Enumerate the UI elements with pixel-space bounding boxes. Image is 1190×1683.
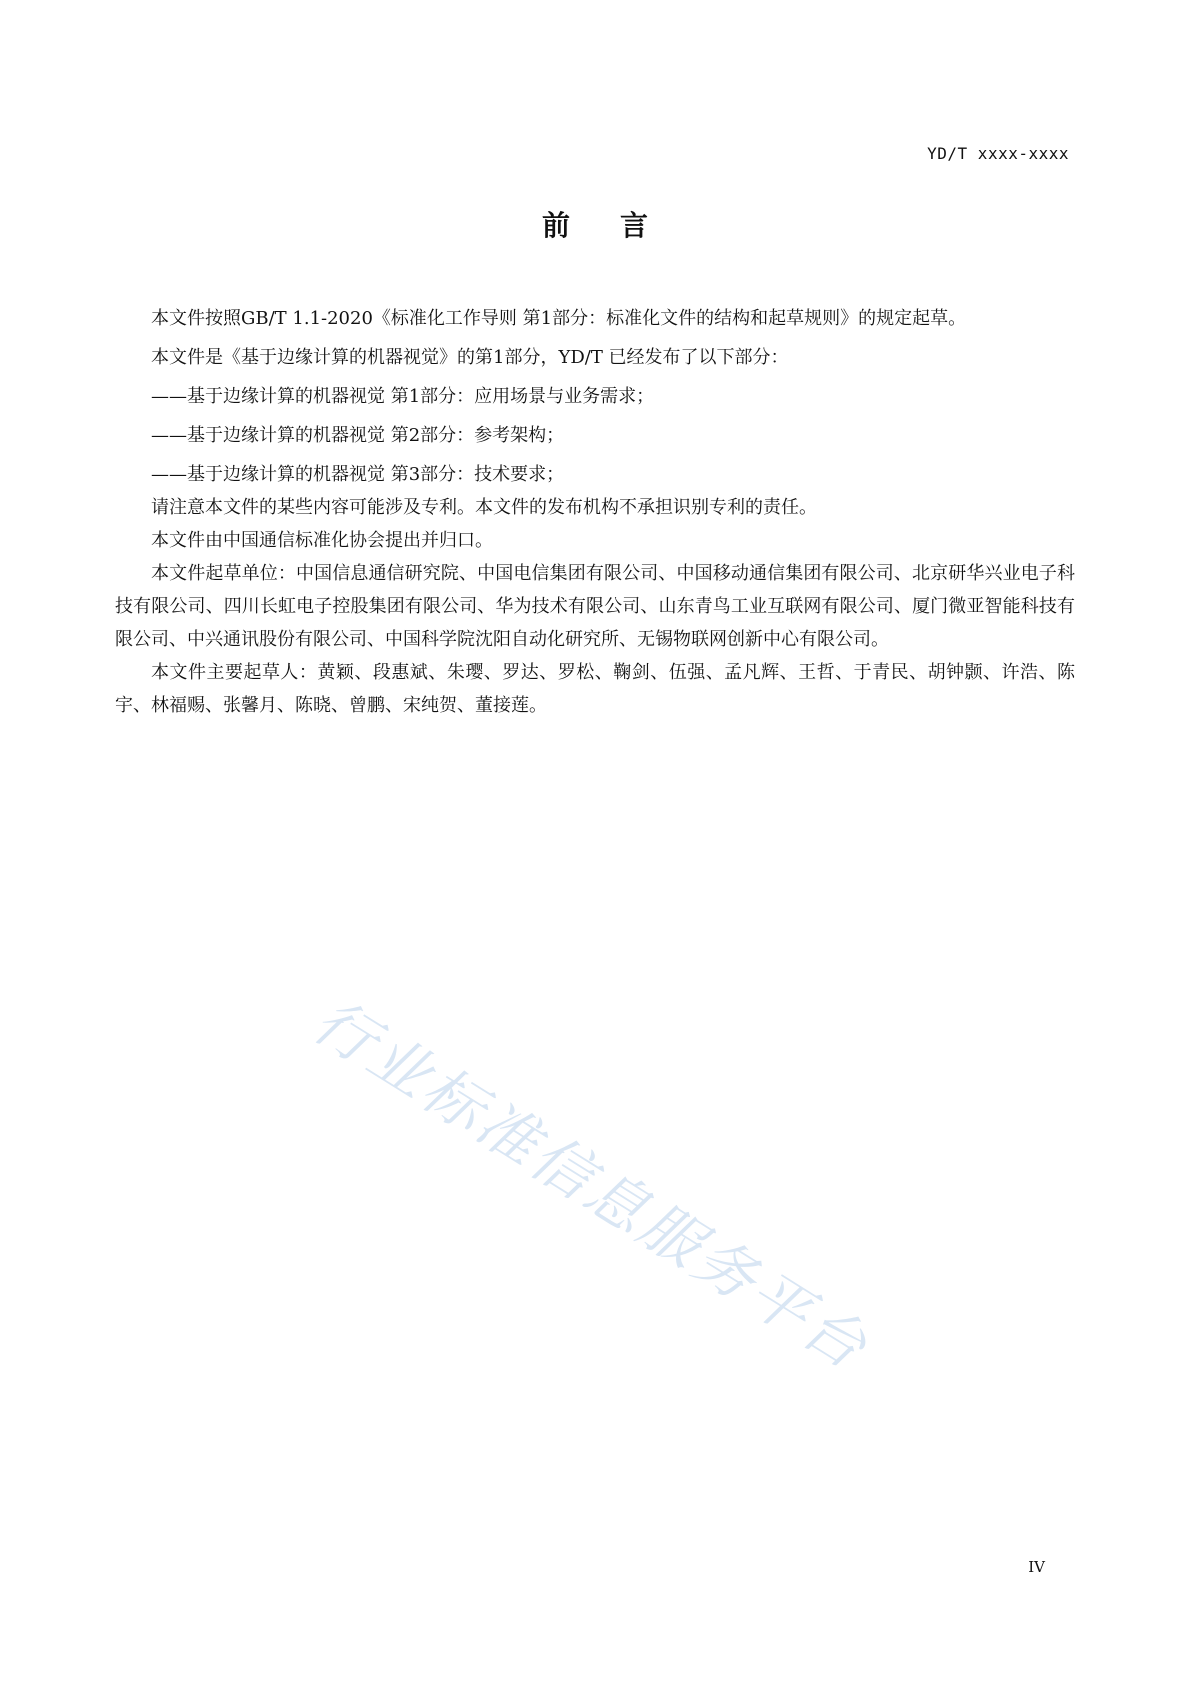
paragraph-drafting-rules: 本文件按照GB/T 1.1-2020《标准化工作导则 第1部分：标准化文件的结构和起草规则》的规定起草。 (151, 308, 967, 329)
paragraph-part-2: ——基于边缘计算的机器视觉 第2部分：参考架构； (151, 425, 565, 446)
page-title: 前言 (541, 209, 698, 242)
paragraph-proposer: 本文件由中国通信标准化协会提出并归口。 (151, 530, 493, 551)
paragraph-series-intro: 本文件是《基于边缘计算的机器视觉》的第1部分，YD/T 已经发布了以下部分： (151, 347, 789, 368)
document-code: YD/T xxxx-xxxx (927, 144, 1069, 163)
paragraph-part-1: ——基于边缘计算的机器视觉 第1部分：应用场景与业务需求； (151, 386, 655, 407)
paragraph-part-3: ——基于边缘计算的机器视觉 第3部分：技术要求； (151, 464, 565, 485)
foreword-body (115, 302, 1075, 722)
paragraph-drafters: 本文件主要起草人：黄颖、段惠斌、朱璎、罗达、罗松、鞠剑、伍强、孟凡辉、王哲、于青民、胡钟颢、许浩、陈宇、林福赐、张馨月、陈晓、曾鹏、宋纯贺、董接莲。 (115, 662, 1075, 716)
page-number: IV (1028, 1558, 1045, 1576)
watermark-text: 行业标准信息服务平台 (301, 986, 881, 1385)
paragraph-drafting-units: 本文件起草单位：中国信息通信研究院、中国电信集团有限公司、中国移动通信集团有限公司、北京研华兴业电子科技有限公司、四川长虹电子控股集团有限公司、华为技术有限公司、山东青鸟工业互联网有限公司、厦门微亚智能科技有限公司、中兴通讯股份有限公司、中国科学院沈阳自动化研究所、无锡物联网创新中心有限公司。 (115, 563, 1075, 650)
paragraph-patent-notice: 请注意本文件的某些内容可能涉及专利。本文件的发布机构不承担识别专利的责任。 (151, 497, 817, 518)
